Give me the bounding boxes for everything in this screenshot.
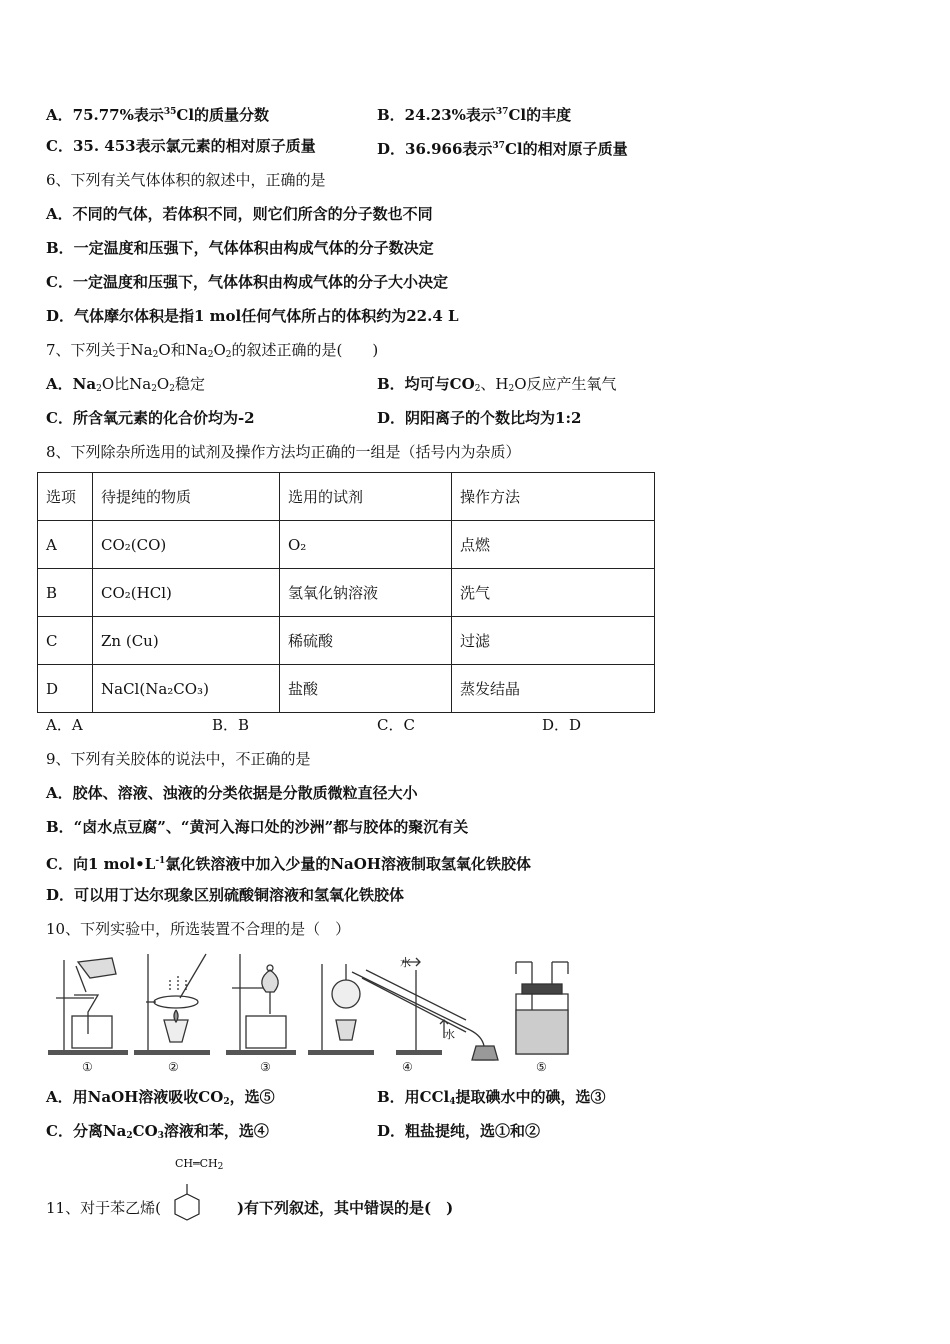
water-label-top: 水 <box>400 956 411 969</box>
q5-option-b: B．24.23%表示$^{37}$Cl的丰度 <box>377 106 572 124</box>
table-cell: D <box>38 665 93 713</box>
gas-washing-bottle <box>516 962 568 1054</box>
table-cell: 蒸发结晶 <box>452 665 655 713</box>
table-header-cell: 选用的试剂 <box>280 473 452 521</box>
q10-option-c: C．分离$Na_2CO_3$溶液和苯，选④ <box>46 1122 269 1141</box>
filtration-apparatus <box>48 958 128 1055</box>
apparatus-figure <box>46 950 646 1082</box>
distillation-apparatus <box>308 958 498 1060</box>
figure-label-2: ② <box>168 1060 179 1074</box>
figure-label-3: ③ <box>260 1060 271 1074</box>
table-cell: CO₂(CO) <box>93 521 280 569</box>
q8-option-d: D．D <box>542 716 582 734</box>
table-cell: NaCl(Na₂CO₃) <box>93 665 280 713</box>
q7-option-b: B．均可与$CO_2$、$H_2O$反应产生氧气 <box>377 375 617 394</box>
figure-label-4: ④ <box>402 1060 413 1074</box>
q8-option-b: B．B <box>212 716 250 734</box>
q10-option-a: A．用NaOH溶液吸收$CO_2$，选⑤ <box>46 1088 275 1107</box>
table-cell: B <box>38 569 93 617</box>
table-cell: 过滤 <box>452 617 655 665</box>
q7-option-c: C．所含氧元素的化合价均为-2 <box>46 409 255 427</box>
figure-label-5: ⑤ <box>536 1060 547 1074</box>
table-cell: 稀硫酸 <box>280 617 452 665</box>
table-cell: O₂ <box>280 521 452 569</box>
table-header-cell: 选项 <box>38 473 93 521</box>
q5-option-a: A．75.77%表示$^{35}$Cl的质量分数 <box>46 106 270 124</box>
evaporation-apparatus <box>134 954 210 1055</box>
table-cell: 点燃 <box>452 521 655 569</box>
table-cell: 洗气 <box>452 569 655 617</box>
table-cell: A <box>38 521 93 569</box>
table-header-cell: 操作方法 <box>452 473 655 521</box>
q10-option-b: B．用CCl$_4$提取碘水中的碘，选③ <box>377 1088 606 1107</box>
table-cell: 氢氧化钠溶液 <box>280 569 452 617</box>
q6-option-b: B．一定温度和压强下，气体体积由构成气体的分子数决定 <box>46 239 434 257</box>
table-row <box>38 521 655 569</box>
q8-stem: 8、下列除杂所选用的试剂及操作方法均正确的一组是（括号内为杂质） <box>46 443 521 461</box>
q7-stem: 7、下列关于$Na_2O$和$Na_2O_2$的叙述正确的是( ) <box>46 341 379 360</box>
q8-table <box>37 472 655 713</box>
q6-option-a: A．不同的气体，若体积不同，则它们所含的分子数也不同 <box>46 205 433 223</box>
q9-option-d: D．可以用丁达尔现象区别硫酸铜溶液和氢氧化铁胶体 <box>46 886 405 904</box>
table-row <box>38 665 655 713</box>
table-row <box>38 569 655 617</box>
styrene-formula: CH═CH <box>174 1157 218 1170</box>
table-cell: Zn (Cu) <box>93 617 280 665</box>
table-cell: 盐酸 <box>280 665 452 713</box>
q6-stem: 6、下列有关气体体积的叙述中，正确的是 <box>46 171 326 189</box>
q7-option-a: A．$Na_2O$比$Na_2O_2$稳定 <box>46 375 205 394</box>
q10-option-d: D．粗盐提纯，选①和② <box>377 1122 541 1140</box>
q10-stem: 10、下列实验中，所选装置不合理的是（ ） <box>46 920 351 938</box>
table-cell: C <box>38 617 93 665</box>
water-label-bottom: 水 <box>444 1028 455 1041</box>
q5-option-c: C．35. 453表示氯元素的相对原子质量 <box>46 137 316 155</box>
table-header-cell: 待提纯的物质 <box>93 473 280 521</box>
table-header-row <box>38 473 655 521</box>
styrene-structure: $CH═CH_2$ <box>161 1180 237 1238</box>
q8-option-c: C．C <box>377 716 415 734</box>
separatory-funnel-apparatus <box>226 954 296 1055</box>
q6-option-d: D．气体摩尔体积是指1 mol任何气体所占的体积约为22.4 L <box>46 307 459 325</box>
q9-option-a: A．胶体、溶液、浊液的分类依据是分散质微粒直径大小 <box>46 784 418 802</box>
q5-option-d: D．36.966表示$^{37}$Cl的相对原子质量 <box>377 140 628 158</box>
q6-option-c: C．一定温度和压强下，气体体积由构成气体的分子大小决定 <box>46 273 448 291</box>
q9-stem: 9、下列有关胶体的说法中，不正确的是 <box>46 750 311 768</box>
q7-option-d: D．阴阳离子的个数比均为1:2 <box>377 409 582 427</box>
q9-option-b: B．“卤水点豆腐”、“黄河入海口处的沙洲”都与胶体的聚沉有关 <box>46 818 469 836</box>
q8-option-a: A．A <box>46 716 83 734</box>
q9-option-c: C．向1 $mol•L^{-1}$氯化铁溶液中加入少量的NaOH溶液制取氢氧化铁胶体 <box>46 855 531 873</box>
table-cell: CO₂(HCl) <box>93 569 280 617</box>
q11-stem: 11、对于苯乙烯( $CH═CH_2$ )有下列叙述，其中错误的是( ) <box>46 1180 453 1238</box>
figure-label-1: ① <box>82 1060 93 1074</box>
table-row <box>38 617 655 665</box>
